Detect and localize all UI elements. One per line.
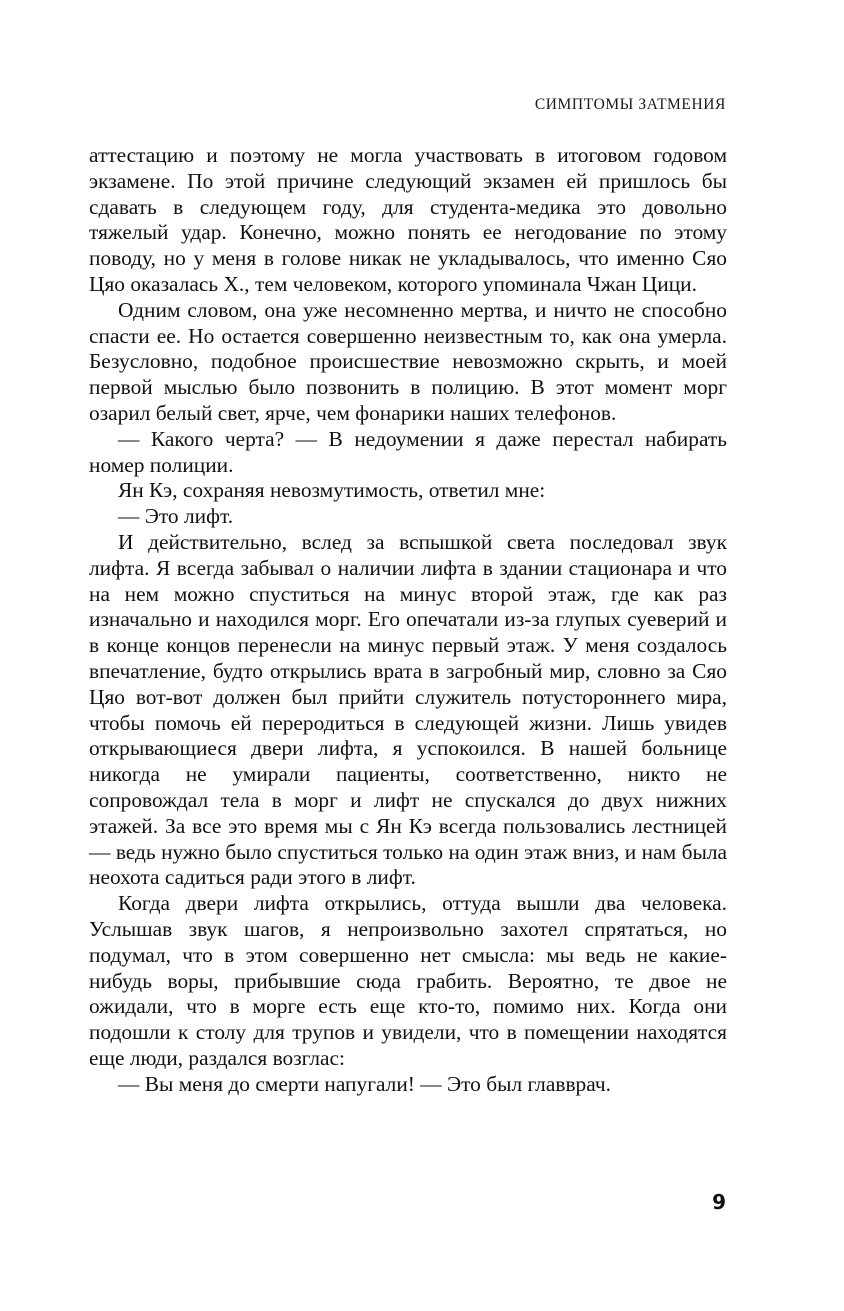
paragraph: Ян Кэ, сохраняя невозмутимость, ответил мне:	[118, 478, 546, 503]
dialogue-line: — Какого черта? — В недоумении я даже перестал набирать номер полиции.	[89, 426, 727, 477]
dialogue-line: — Вы меня до смерти напугали! — Это был главврач.	[118, 1071, 611, 1096]
body-text	[89, 143, 727, 1097]
paragraph: аттестацию и поэтому не могла участвовать в итоговом годовом экзамене. По этой причине следующий экзамен ей пришлось бы сдавать в следующем году, для студента-медика это довольно тяжелый удар. Конечно, можно понять ее негодование по этому поводу, но у меня в голове никак не укладывалось, что именно Сяо Цяо оказалась Х., тем человеком, которого упоминала Чжан Цици.	[89, 143, 727, 296]
page-number: 9	[712, 1190, 726, 1214]
paragraph: Когда двери лифта открылись, оттуда вышли два человека. Услышав звук шагов, я непроизвольно захотел спрятаться, но подумал, что в этом совершенно нет смысла: мы ведь не какие-нибудь воры, прибывшие сюда грабить. Вероятно, те двое не ожидали, что в морге есть еще кто-то, помимо них. Когда они подошли к столу для трупов и увидели, что в помещении находятся еще люди, раздался возглас:	[89, 891, 727, 1070]
paragraph: И действительно, вслед за вспышкой света последовал звук лифта. Я всегда забывал о наличии лифта в здании стационара и что на нем можно спуститься на минус второй этаж, где как раз изначально и находился морг. Его опечатали из-за глупых суеверий и в конце концов перенесли на минус первый этаж. У меня создалось впечатление, будто открылись врата в загробный мир, словно за Сяо Цяо вот-вот должен был прийти служитель потустороннего мира, чтобы помочь ей переродиться в следующей жизни. Лишь увидев открывающиеся двери лифта, я успокоился. В нашей больнице никогда не умирали пациенты, соответственно, никто не сопровождал тела в морг и лифт не спускался до двух нижних этажей. За все это время мы с Ян Кэ всегда пользовались лестницей — ведь нужно было спуститься только на один этаж вниз, и нам была неохота садиться ради этого в лифт.	[89, 529, 727, 890]
dialogue-line: — Это лифт.	[118, 504, 234, 529]
running-head: СИМПТОМЫ ЗАТМЕНИЯ	[534, 96, 726, 113]
paragraph: Одним словом, она уже несомненно мертва, и ничто не способно спасти ее. Но остается совершенно неизвестным то, как она умерла. Безусловно, подобное происшествие невозможно скрыть, и моей первой мыслью было позвонить в полицию. В этот момент морг озарил белый свет, ярче, чем фонарики наших телефонов.	[89, 297, 727, 425]
